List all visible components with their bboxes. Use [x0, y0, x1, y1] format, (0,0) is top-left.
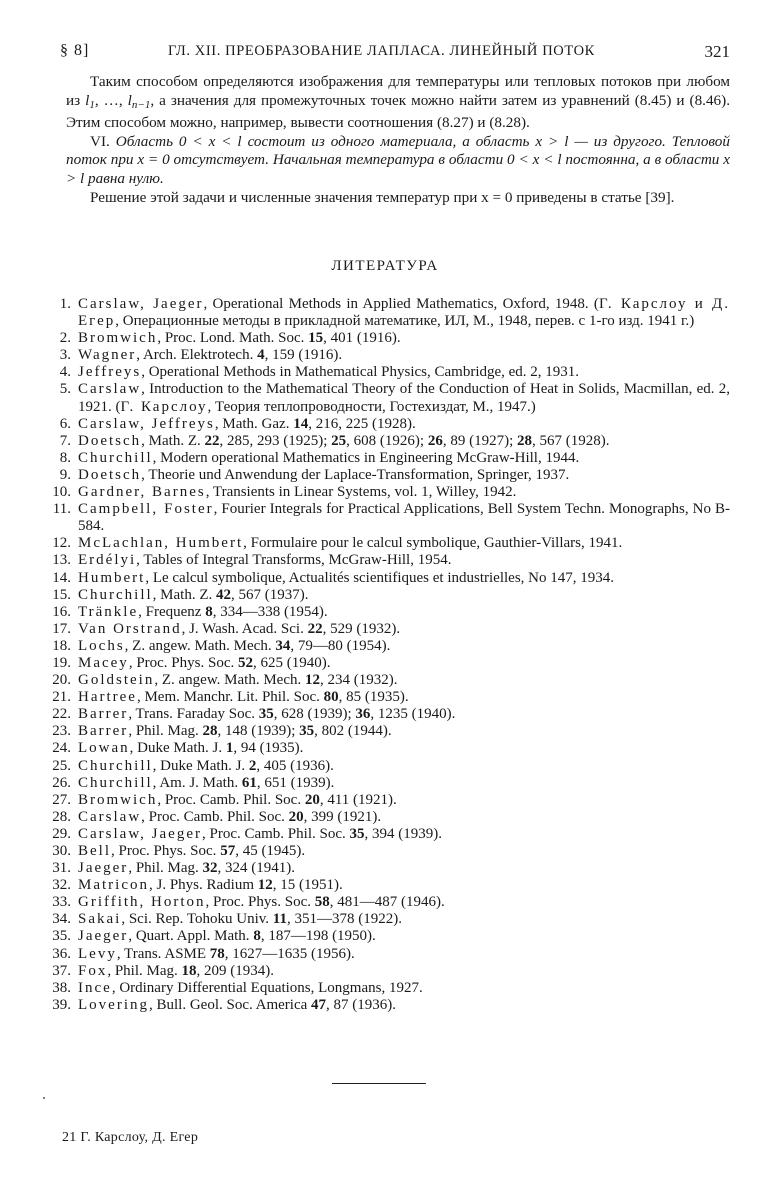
reference-text: , 209 (1934).: [196, 962, 275, 979]
reference-text: , Arch. Elektrotech.: [136, 347, 258, 364]
reference-authors: Lowan: [78, 740, 130, 757]
reference-number: 16.: [52, 603, 71, 620]
reference-volume: 35: [258, 706, 274, 723]
reference-volume: 14: [293, 415, 309, 432]
reference-authors: Г. Карслоу: [120, 398, 208, 415]
case-vi-statement: Область 0 < x < l состоит из одного материала, а область x > l — из другого. Тепловой поток при x = 0 отсутствует. Начальная температура в области 0 < x < l постоянна, а в области x > l равна нулю.: [66, 132, 730, 187]
reference-item: [40, 484, 730, 501]
reference-authors: Gardner, Barnes: [78, 484, 206, 501]
reference-text: , Duke Math. J.: [129, 740, 226, 757]
reference-volume: 57: [220, 843, 236, 859]
reference-text: , Am. J. Math.: [152, 774, 242, 791]
reference-item: [40, 689, 730, 706]
reference-authors: Bromwich: [78, 791, 158, 808]
reference-volume: 52: [238, 654, 253, 671]
reference-authors: Jeffreys: [78, 364, 142, 381]
reference-number: 5.: [59, 381, 71, 398]
reference-number: 17.: [52, 620, 71, 637]
reference-volume: 36: [355, 706, 371, 723]
reference-volume: 35: [299, 723, 315, 740]
reference-item: [40, 706, 730, 723]
reference-text: , 411 (1921).: [319, 791, 397, 808]
reference-item: [40, 655, 730, 672]
reference-volume: 22: [307, 620, 323, 637]
reference-volume: 8: [253, 928, 261, 945]
reference-item: [40, 621, 730, 638]
reference-authors: Doetsch: [78, 466, 142, 483]
reference-authors: Lovering: [78, 996, 149, 1013]
reference-text: , Z. angew. Math. Mech.: [154, 672, 305, 689]
reference-number: 31.: [52, 860, 71, 877]
reference-item: [40, 296, 730, 330]
reference-text: , Proc. Camb. Phil. Soc.: [157, 791, 305, 808]
reference-number: 2.: [59, 330, 71, 347]
reference-text: , 394 (1939).: [364, 825, 442, 842]
reference-text: , 216, 225 (1928).: [308, 415, 416, 432]
reference-item: [40, 723, 730, 740]
reference-text: , Phil. Mag.: [107, 962, 182, 979]
reference-volume: 28: [202, 723, 218, 740]
reference-item: [40, 792, 730, 809]
reference-volume: 11: [272, 911, 287, 928]
reference-authors: Carslaw, Jeffreys: [78, 415, 215, 432]
reference-authors: Wagner: [78, 347, 137, 364]
reference-item: [40, 604, 730, 621]
reference-item: [40, 758, 730, 775]
reference-authors: Levy: [78, 945, 117, 962]
reference-text: , 651 (1939).: [256, 774, 335, 791]
reference-text: , Math. Z.: [152, 586, 216, 603]
reference-item: [40, 877, 730, 894]
reference-authors: Jaeger: [78, 860, 129, 877]
reference-number: 28.: [52, 808, 71, 825]
reference-text: , Ordinary Differential Equations, Longmans, 1927.: [111, 979, 423, 996]
reference-number: 14.: [52, 569, 71, 586]
reference-number: 33.: [52, 894, 71, 911]
reference-volume: 1: [225, 740, 234, 757]
reference-item: [40, 911, 730, 928]
reference-text: , Frequenz: [138, 603, 206, 620]
reference-authors: Macey: [78, 654, 129, 671]
header-section: § 8]: [60, 42, 90, 59]
reference-text: , J. Phys. Radium: [148, 877, 258, 894]
reference-number: 36.: [52, 945, 71, 962]
reference-text: , 567 (1928).: [532, 432, 610, 449]
literature-heading: ЛИТЕРАТУРА: [331, 258, 439, 274]
reference-text: , Tables of Integral Transforms, McGraw-Hill, 1954.: [136, 552, 452, 569]
reference-volume: 34: [275, 637, 291, 654]
reference-item: [40, 467, 730, 484]
reference-number: 26.: [52, 774, 71, 791]
reference-text: , Proc. Lond. Math. Soc.: [157, 330, 309, 347]
reference-authors: Carslaw, Jaeger: [78, 296, 204, 312]
intro-paragraph: Таким способом определяются изображения для температуры или тепловых потоков при любом из $l_1$, …, $l_{n-1}$, а значения для промежуточных точек можно найти затем из уравнений (8.45) и (8.46). Этим способом можно, например, вывести соотношения (8.27) и (8.28).: [66, 73, 730, 132]
reference-text: , Fourier Integrals for Practical Applications, Bell System Techn. Monographs, No B-584.: [78, 501, 730, 535]
signature-footer: 21 Г. Карслоу, Д. Егер: [62, 1130, 199, 1145]
reference-authors: Goldstein: [78, 672, 155, 689]
reference-text: , Math. Z.: [141, 432, 205, 449]
reference-authors: Bromwich: [78, 330, 158, 347]
reference-item: [40, 672, 730, 689]
reference-volume: 35: [349, 825, 365, 842]
reference-text: , Modern operational Mathematics in Engineering McGraw-Hill, 1944.: [152, 449, 580, 466]
reference-authors: Sakai: [78, 911, 122, 928]
reference-authors: Jaeger: [78, 928, 129, 945]
reference-number: 38.: [52, 979, 71, 996]
reference-volume: 20: [304, 791, 320, 808]
reference-authors: Van Orstrand: [78, 620, 182, 637]
reference-text: , Introduction to the Mathematical Theory of the Conduction of Heat in Solids, Macmillan, ed. 2, 1921. (: [78, 381, 730, 415]
reference-item: [40, 450, 730, 467]
reference-number: 29.: [52, 825, 71, 842]
reference-volume: 12: [305, 672, 320, 689]
reference-item: [40, 552, 730, 569]
reference-number: 18.: [52, 637, 71, 654]
reference-number: 24.: [52, 740, 71, 757]
reference-number: 32.: [52, 877, 71, 894]
reference-text: , 399 (1921).: [303, 808, 382, 825]
reference-item: [40, 381, 730, 415]
reference-text: , Math. Gaz.: [214, 415, 294, 432]
reference-item: [40, 364, 730, 381]
reference-text: , J. Wash. Acad. Sci.: [181, 620, 308, 637]
reference-volume: 18: [181, 962, 197, 979]
reference-text: , 625 (1940).: [253, 654, 331, 671]
reference-volume: 78: [209, 945, 225, 962]
reference-authors: Erdélyi: [78, 552, 137, 569]
page-number: 321: [704, 42, 730, 61]
reference-text: , Теория теплопроводности, Гостехиздат, М., 1947.): [207, 398, 536, 415]
reference-authors: Г. Карслоу и Д. Егер: [78, 296, 731, 330]
reference-authors: Matricon: [78, 877, 149, 894]
reference-volume: 25: [331, 432, 347, 449]
reference-authors: Campbell, Foster: [78, 501, 214, 518]
reference-volume: 28: [517, 432, 532, 449]
reference-text: , Proc. Phys. Soc.: [128, 654, 238, 671]
header-title: ГЛ. XII. ПРЕОБРАЗОВАНИЕ ЛАПЛАСА. ЛИНЕЙНЫЙ ПОТОК: [168, 43, 595, 59]
reference-text: , Proc. Camb. Phil. Soc.: [141, 808, 289, 825]
reference-number: 27.: [52, 791, 71, 808]
reference-text: , 159 (1916).: [264, 347, 343, 364]
reference-text: , 628 (1939);: [273, 706, 356, 723]
reference-volume: 42: [216, 586, 231, 603]
reference-text: , Transients in Linear Systems, vol. 1, Willey, 1942.: [205, 484, 517, 501]
reference-authors: Bell: [78, 843, 111, 859]
reference-authors: Tränkle: [78, 603, 139, 620]
reference-item: [40, 501, 730, 535]
reference-item: [40, 997, 730, 1014]
reference-text: , 802 (1944).: [314, 723, 392, 740]
reference-volume: 20: [288, 808, 304, 825]
reference-text: , Operational Methods in Applied Mathematics, Oxford, 1948. (: [203, 296, 599, 312]
reference-number: 15.: [52, 586, 71, 603]
reference-number: 7.: [59, 432, 71, 449]
reference-text: , Phil. Mag.: [128, 723, 203, 740]
reference-authors: Lochs: [78, 637, 125, 654]
reference-item: [40, 433, 730, 450]
reference-authors: Ince: [78, 979, 112, 996]
reference-text: , 187—198 (1950).: [260, 928, 376, 945]
reference-number: 9.: [59, 466, 71, 483]
reference-text: , 1235 (1940).: [370, 706, 456, 723]
running-header: [60, 42, 730, 66]
reference-authors: Churchill: [78, 757, 153, 774]
reference-authors: Churchill: [78, 449, 153, 466]
reference-item: [40, 928, 730, 945]
reference-item: [40, 963, 730, 980]
reference-text: , Proc. Phys. Soc.: [205, 894, 315, 911]
reference-text: , 148 (1939);: [217, 723, 300, 740]
reference-item: [40, 535, 730, 552]
reference-text: , Sci. Rep. Tohoku Univ.: [121, 911, 273, 928]
reference-number: 30.: [52, 843, 71, 859]
reference-number: 19.: [52, 654, 71, 671]
reference-volume: 58: [314, 894, 330, 911]
reference-text: , 324 (1941).: [217, 860, 295, 877]
reference-authors: Churchill: [78, 586, 153, 603]
reference-number: 23.: [52, 723, 71, 740]
reference-text: , 15 (1951).: [272, 877, 343, 894]
reference-text: , Operational Methods in Mathematical Physics, Cambridge, ed. 2, 1931.: [141, 364, 580, 381]
reference-volume: 4: [257, 347, 265, 364]
end-rule: [332, 1083, 426, 1084]
reference-list: [40, 296, 730, 1014]
reference-text: , 94 (1935).: [233, 740, 304, 757]
reference-number: 39.: [52, 996, 71, 1013]
reference-text: , 481—487 (1946).: [329, 894, 445, 911]
reference-text: , Bull. Geol. Soc. America: [148, 996, 312, 1013]
reference-volume: 12: [257, 877, 273, 894]
reference-item: [40, 416, 730, 433]
reference-number: 22.: [52, 706, 71, 723]
reference-text: , Trans. ASME: [116, 945, 210, 962]
reference-authors: Doetsch: [78, 432, 142, 449]
reference-text: , 45 (1945).: [235, 843, 306, 859]
reference-number: 11.: [52, 501, 71, 518]
reference-number: 34.: [52, 911, 71, 928]
reference-volume: 2: [248, 757, 257, 774]
reference-authors: Barrer: [78, 706, 129, 723]
reference-authors: Fox: [78, 962, 108, 979]
reference-text: , 529 (1932).: [322, 620, 401, 637]
reference-text: , Z. angew. Math. Mech.: [124, 637, 276, 654]
reference-volume: 8: [205, 603, 213, 620]
reference-text: , 401 (1916).: [323, 330, 401, 347]
reference-number: 20.: [52, 672, 71, 689]
reference-number: 6.: [59, 415, 71, 432]
reference-item: [40, 775, 730, 792]
reference-item: [40, 843, 730, 860]
reference-number: 10.: [52, 484, 71, 501]
print-speck: [43, 1097, 45, 1099]
reference-number: 21.: [52, 689, 71, 706]
reference-text: , 334—338 (1954).: [212, 603, 328, 620]
reference-item: [40, 809, 730, 826]
reference-text: , Quart. Appl. Math.: [128, 928, 254, 945]
reference-number: 35.: [52, 928, 71, 945]
reference-volume: 26: [427, 432, 443, 449]
reference-authors: Churchill: [78, 774, 153, 791]
reference-number: 1.: [59, 296, 71, 312]
reference-authors: Humbert: [78, 569, 146, 586]
case-vi-label: VI.: [90, 132, 116, 150]
reference-item: [40, 587, 730, 604]
reference-number: 25.: [52, 757, 71, 774]
reference-volume: 80: [323, 689, 339, 706]
reference-text: , 234 (1932).: [320, 672, 398, 689]
reference-item: [40, 826, 730, 843]
reference-text: , Операционные методы в прикладной математике, ИЛ, М., 1948, перев. с 1-го изд. 1941 г.): [115, 313, 695, 330]
reference-number: 12.: [52, 535, 71, 552]
reference-item: [40, 946, 730, 963]
reference-text: , Proc. Phys. Soc.: [111, 843, 221, 859]
reference-volume: 47: [311, 996, 327, 1013]
reference-text: , Phil. Mag.: [128, 860, 203, 877]
reference-item: [40, 638, 730, 655]
reference-volume: 22: [204, 432, 220, 449]
reference-authors: Carslaw: [78, 808, 142, 825]
reference-authors: Carslaw, Jaeger: [78, 825, 202, 842]
solution-paragraph: Решение этой задачи и численные значения температур при x = 0 приведены в статье [39].: [90, 188, 675, 206]
intro-text: [66, 73, 730, 207]
reference-text: , 79—80 (1954).: [290, 637, 391, 654]
reference-volume: 15: [308, 330, 324, 347]
reference-text: , Proc. Camb. Phil. Soc.: [201, 825, 350, 842]
reference-text: , Theorie und Anwendung der Laplace-Transformation, Springer, 1937.: [141, 466, 570, 483]
reference-text: , 567 (1937).: [231, 586, 309, 603]
case-vi-paragraph: [66, 133, 730, 189]
reference-text: , Formulaire pour le calcul symbolique, Gauthier-Villars, 1941.: [243, 535, 623, 552]
reference-item: [40, 347, 730, 364]
reference-volume: 32: [202, 860, 218, 877]
reference-text: , 1627—1635 (1956).: [224, 945, 355, 962]
reference-text: , 351—378 (1922).: [286, 911, 402, 928]
reference-text: , 405 (1936).: [256, 757, 334, 774]
reference-item: [40, 894, 730, 911]
reference-number: 8.: [59, 449, 71, 466]
reference-item: [40, 330, 730, 347]
reference-number: 37.: [52, 962, 71, 979]
reference-number: 3.: [59, 347, 71, 364]
reference-item: [40, 980, 730, 997]
reference-number: 13.: [52, 552, 71, 569]
reference-authors: Carslaw: [78, 381, 142, 398]
reference-text: , Le calcul symbolique, Actualités scientifiques et industrielles, No 147, 1934.: [145, 569, 614, 586]
reference-text: , 89 (1927);: [442, 432, 517, 449]
reference-item: [40, 740, 730, 757]
reference-authors: McLachlan, Humbert: [78, 535, 244, 552]
reference-text: , Duke Math. J.: [152, 757, 249, 774]
reference-volume: 61: [241, 774, 257, 791]
reference-text: , 608 (1926);: [346, 432, 428, 449]
reference-authors: Barrer: [78, 723, 129, 740]
reference-item: [40, 860, 730, 877]
reference-item: [40, 570, 730, 587]
reference-number: 4.: [59, 364, 71, 381]
reference-text: , 87 (1936).: [326, 996, 397, 1013]
reference-text: , Trans. Faraday Soc.: [128, 706, 259, 723]
reference-text: , Mem. Manchr. Lit. Phil. Soc.: [136, 689, 324, 706]
reference-authors: Griffith, Horton: [78, 894, 206, 911]
reference-authors: Hartree: [78, 689, 137, 706]
reference-text: , 285, 293 (1925);: [219, 432, 332, 449]
reference-text: , 85 (1935).: [338, 689, 409, 706]
